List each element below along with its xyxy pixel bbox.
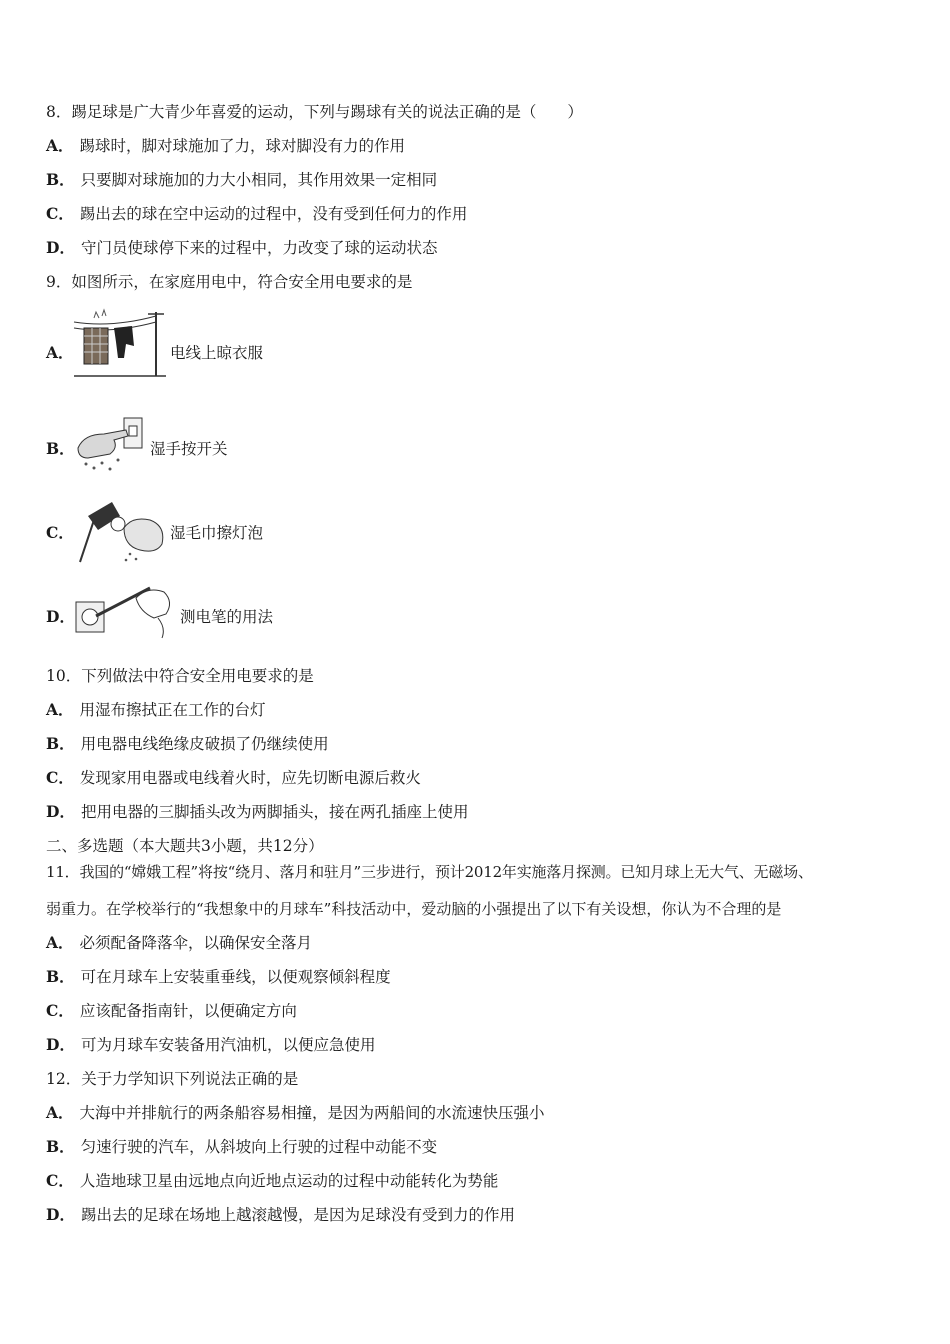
option-text: 匀速行驶的汽车，从斜坡向上行驶的过程中动能不变 [80, 1138, 438, 1156]
q11-option-b[interactable] [46, 967, 391, 987]
option-text: 应该配备指南针，以便确定方向 [79, 1002, 297, 1020]
option-label: A． [46, 343, 74, 362]
option-label: D． [46, 1205, 75, 1224]
option-label: D． [46, 238, 75, 257]
q8-stem: 8．踢足球是广大青少年喜爱的运动，下列与踢球有关的说法正确的是（ ） [46, 103, 583, 121]
q11-stem-line-2: 弱重力。在学校举行的“我想象中的月球车”科技活动中，爱动脑的小强提出了以下有关设想，你认为不合理的是 [46, 900, 782, 918]
q12-option-d[interactable] [46, 1205, 515, 1225]
q10-option-b[interactable] [46, 734, 329, 754]
option-label: C． [46, 1171, 74, 1190]
option-text: 踢出去的球在空中运动的过程中，没有受到任何力的作用 [79, 205, 468, 223]
q8-option-a[interactable] [46, 136, 405, 156]
option-text: 用湿布擦拭正在工作的台灯 [79, 701, 266, 719]
option-label: C． [46, 768, 74, 787]
q9-option-c-caption: 湿毛巾擦灯泡 [170, 524, 264, 542]
option-label: B． [46, 734, 75, 753]
option-text: 发现家用电器或电线着火时，应先切断电源后救火 [79, 769, 421, 787]
test-pen-figure [74, 578, 178, 640]
option-label: C． [46, 523, 74, 542]
option-label: B． [46, 170, 75, 189]
option-label: D． [46, 1035, 75, 1054]
option-label: C． [46, 1001, 74, 1020]
option-label: B． [46, 439, 75, 458]
q10-option-a[interactable] [46, 700, 266, 720]
option-text: 守门员使球停下来的过程中，力改变了球的运动状态 [80, 239, 438, 257]
option-label: A． [46, 933, 74, 952]
q10-option-d[interactable] [46, 802, 468, 822]
q9-stem: 9．如图所示，在家庭用电中，符合安全用电要求的是 [46, 273, 413, 291]
q8-option-d[interactable] [46, 238, 437, 258]
option-text: 踢球时，脚对球施加了力，球对脚没有力的作用 [79, 137, 406, 155]
q12-option-b[interactable] [46, 1137, 437, 1157]
option-label: D． [46, 802, 75, 821]
q11-option-c[interactable] [46, 1001, 297, 1021]
q11-option-a[interactable] [46, 933, 312, 953]
option-label: B． [46, 967, 75, 986]
option-label: D． [46, 607, 75, 626]
option-text: 人造地球卫星由远地点向近地点运动的过程中动能转化为势能 [79, 1172, 499, 1190]
clothes-on-power-line-figure [72, 306, 168, 380]
q10-option-c[interactable] [46, 768, 421, 788]
wet-towel-bulb-figure [72, 496, 168, 566]
option-text: 必须配备降落伞，以确保安全落月 [79, 934, 313, 952]
option-text: 可在月球车上安装重垂线，以便观察倾斜程度 [80, 968, 391, 986]
section-heading: 二、多选题（本大题共3小题，共12分） [46, 837, 324, 855]
option-text: 大海中并排航行的两条船容易相撞，是因为两船间的水流速快压强小 [79, 1104, 545, 1122]
option-label: A． [46, 1103, 74, 1122]
option-label: C． [46, 204, 74, 223]
option-label: A． [46, 700, 74, 719]
q9-option-a-caption: 电线上晾衣服 [170, 344, 264, 362]
option-text: 踢出去的足球在场地上越滚越慢，是因为足球没有受到力的作用 [80, 1206, 515, 1224]
q9-option-d-caption: 测电笔的用法 [180, 608, 274, 626]
wet-hand-switch-figure [74, 414, 148, 474]
q11-stem-line-1: 11．我国的“嫦娥工程”将按“绕月、落月和驻月”三步进行，预计2012年实施落月探测。已知月球上无大气、无磁场、 [46, 863, 813, 881]
q8-option-c[interactable] [46, 204, 467, 224]
q9-option-b-caption: 湿手按开关 [150, 440, 228, 458]
q12-stem: 12．关于力学知识下列说法正确的是 [46, 1070, 299, 1088]
q11-option-d[interactable] [46, 1035, 375, 1055]
option-text: 用电器电线绝缘皮破损了仍继续使用 [80, 735, 329, 753]
q12-option-a[interactable] [46, 1103, 545, 1123]
q10-stem: 10．下列做法中符合安全用电要求的是 [46, 667, 314, 685]
q12-option-c[interactable] [46, 1171, 498, 1191]
q8-option-b[interactable] [46, 170, 437, 190]
option-label: A． [46, 136, 74, 155]
option-text: 只要脚对球施加的力大小相同，其作用效果一定相同 [80, 171, 438, 189]
option-label: B． [46, 1137, 75, 1156]
option-text: 把用电器的三脚插头改为两脚插头，接在两孔插座上使用 [80, 803, 469, 821]
option-text: 可为月球车安装备用汽油机，以便应急使用 [80, 1036, 376, 1054]
